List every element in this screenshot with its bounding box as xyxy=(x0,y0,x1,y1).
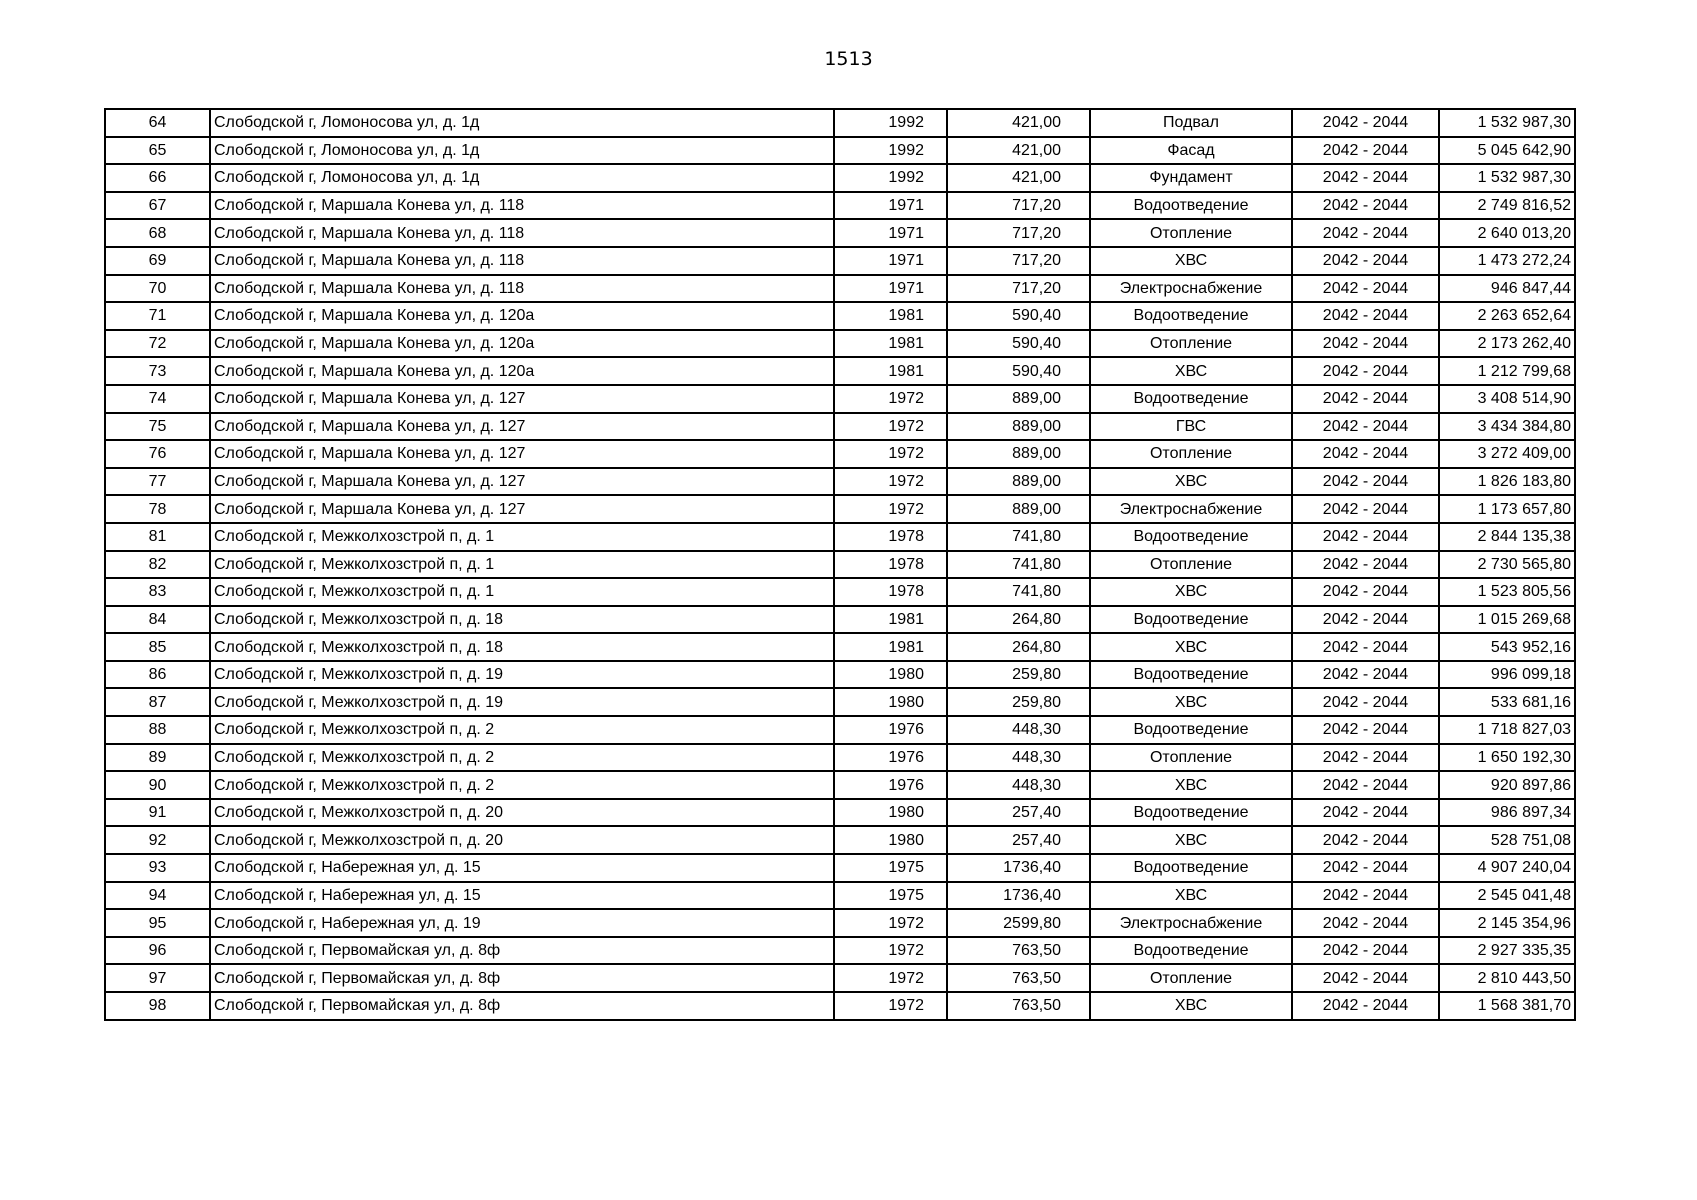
table-row xyxy=(105,495,1575,523)
table-row xyxy=(105,909,1575,937)
work-type-cell: ХВС xyxy=(1090,826,1292,854)
work-type-cell: Водоотведение xyxy=(1090,716,1292,744)
row-number-cell: 74 xyxy=(105,385,210,413)
cost-cell: 533 681,16 xyxy=(1439,688,1575,716)
area-cell: 259,80 xyxy=(947,688,1090,716)
work-type-cell: Электроснабжение xyxy=(1090,495,1292,523)
period-cell: 2042 - 2044 xyxy=(1292,219,1439,247)
cost-cell: 1 718 827,03 xyxy=(1439,716,1575,744)
table-row xyxy=(105,716,1575,744)
period-cell: 2042 - 2044 xyxy=(1292,247,1439,275)
cost-cell: 1 826 183,80 xyxy=(1439,468,1575,496)
period-cell: 2042 - 2044 xyxy=(1292,744,1439,772)
cost-cell: 996 099,18 xyxy=(1439,661,1575,689)
cost-cell: 986 897,34 xyxy=(1439,799,1575,827)
period-cell: 2042 - 2044 xyxy=(1292,606,1439,634)
year-built-cell: 1980 xyxy=(834,826,947,854)
address-cell: Слободской г, Маршала Конева ул, д. 118 xyxy=(210,247,834,275)
period-cell: 2042 - 2044 xyxy=(1292,799,1439,827)
area-cell: 889,00 xyxy=(947,468,1090,496)
row-number-cell: 98 xyxy=(105,992,210,1020)
area-cell: 1736,40 xyxy=(947,882,1090,910)
cost-cell: 543 952,16 xyxy=(1439,633,1575,661)
table-row xyxy=(105,882,1575,910)
row-number-cell: 76 xyxy=(105,440,210,468)
table-row xyxy=(105,688,1575,716)
year-built-cell: 1971 xyxy=(834,192,947,220)
cost-cell: 2 263 652,64 xyxy=(1439,302,1575,330)
work-type-cell: Отопление xyxy=(1090,551,1292,579)
year-built-cell: 1971 xyxy=(834,247,947,275)
table-row xyxy=(105,219,1575,247)
area-cell: 741,80 xyxy=(947,578,1090,606)
period-cell: 2042 - 2044 xyxy=(1292,468,1439,496)
year-built-cell: 1978 xyxy=(834,551,947,579)
work-type-cell: Водоотведение xyxy=(1090,385,1292,413)
row-number-cell: 88 xyxy=(105,716,210,744)
table-row xyxy=(105,551,1575,579)
period-cell: 2042 - 2044 xyxy=(1292,302,1439,330)
period-cell: 2042 - 2044 xyxy=(1292,109,1439,137)
period-cell: 2042 - 2044 xyxy=(1292,716,1439,744)
area-cell: 889,00 xyxy=(947,440,1090,468)
period-cell: 2042 - 2044 xyxy=(1292,137,1439,165)
row-number-cell: 81 xyxy=(105,523,210,551)
address-cell: Слободской г, Межколхозстрой п, д. 2 xyxy=(210,744,834,772)
table-row xyxy=(105,523,1575,551)
work-type-cell: Отопление xyxy=(1090,330,1292,358)
area-cell: 264,80 xyxy=(947,606,1090,634)
year-built-cell: 1976 xyxy=(834,744,947,772)
cost-cell: 1 650 192,30 xyxy=(1439,744,1575,772)
page-number: 1513 xyxy=(824,48,873,70)
address-cell: Слободской г, Межколхозстрой п, д. 1 xyxy=(210,578,834,606)
period-cell: 2042 - 2044 xyxy=(1292,440,1439,468)
cost-cell: 2 640 013,20 xyxy=(1439,219,1575,247)
row-number-cell: 94 xyxy=(105,882,210,910)
table-row xyxy=(105,633,1575,661)
cost-cell: 1 523 805,56 xyxy=(1439,578,1575,606)
work-type-cell: Отопление xyxy=(1090,219,1292,247)
address-cell: Слободской г, Первомайская ул, д. 8ф xyxy=(210,937,834,965)
work-type-cell: Водоотведение xyxy=(1090,192,1292,220)
address-cell: Слободской г, Маршала Конева ул, д. 120а xyxy=(210,302,834,330)
area-cell: 717,20 xyxy=(947,275,1090,303)
cost-cell: 1 212 799,68 xyxy=(1439,357,1575,385)
work-type-cell: ХВС xyxy=(1090,247,1292,275)
area-cell: 717,20 xyxy=(947,192,1090,220)
year-built-cell: 1980 xyxy=(834,661,947,689)
area-cell: 448,30 xyxy=(947,771,1090,799)
cost-cell: 2 927 335,35 xyxy=(1439,937,1575,965)
row-number-cell: 65 xyxy=(105,137,210,165)
year-built-cell: 1972 xyxy=(834,964,947,992)
cost-cell: 2 749 816,52 xyxy=(1439,192,1575,220)
table-row xyxy=(105,854,1575,882)
cost-cell: 1 568 381,70 xyxy=(1439,992,1575,1020)
address-cell: Слободской г, Межколхозстрой п, д. 19 xyxy=(210,661,834,689)
address-cell: Слободской г, Маршала Конева ул, д. 118 xyxy=(210,192,834,220)
table-row xyxy=(105,992,1575,1020)
table-row xyxy=(105,468,1575,496)
year-built-cell: 1981 xyxy=(834,302,947,330)
cost-cell: 5 045 642,90 xyxy=(1439,137,1575,165)
work-type-cell: Фасад xyxy=(1090,137,1292,165)
work-type-cell: ХВС xyxy=(1090,688,1292,716)
address-cell: Слободской г, Межколхозстрой п, д. 19 xyxy=(210,688,834,716)
period-cell: 2042 - 2044 xyxy=(1292,385,1439,413)
area-cell: 448,30 xyxy=(947,716,1090,744)
year-built-cell: 1972 xyxy=(834,385,947,413)
work-type-cell: ХВС xyxy=(1090,882,1292,910)
row-number-cell: 86 xyxy=(105,661,210,689)
period-cell: 2042 - 2044 xyxy=(1292,578,1439,606)
cost-cell: 2 545 041,48 xyxy=(1439,882,1575,910)
period-cell: 2042 - 2044 xyxy=(1292,909,1439,937)
area-cell: 2599,80 xyxy=(947,909,1090,937)
cost-cell: 946 847,44 xyxy=(1439,275,1575,303)
address-cell: Слободской г, Маршала Конева ул, д. 127 xyxy=(210,495,834,523)
period-cell: 2042 - 2044 xyxy=(1292,551,1439,579)
work-type-cell: ХВС xyxy=(1090,578,1292,606)
address-cell: Слободской г, Межколхозстрой п, д. 2 xyxy=(210,716,834,744)
table-row xyxy=(105,606,1575,634)
work-type-cell: Электроснабжение xyxy=(1090,275,1292,303)
year-built-cell: 1976 xyxy=(834,771,947,799)
table-row xyxy=(105,413,1575,441)
address-cell: Слободской г, Маршала Конева ул, д. 127 xyxy=(210,468,834,496)
year-built-cell: 1981 xyxy=(834,357,947,385)
work-type-cell: Отопление xyxy=(1090,440,1292,468)
area-cell: 717,20 xyxy=(947,219,1090,247)
year-built-cell: 1976 xyxy=(834,716,947,744)
address-cell: Слободской г, Ломоносова ул, д. 1д xyxy=(210,137,834,165)
row-number-cell: 84 xyxy=(105,606,210,634)
period-cell: 2042 - 2044 xyxy=(1292,495,1439,523)
year-built-cell: 1972 xyxy=(834,413,947,441)
area-cell: 264,80 xyxy=(947,633,1090,661)
cost-cell: 1 173 657,80 xyxy=(1439,495,1575,523)
row-number-cell: 92 xyxy=(105,826,210,854)
address-cell: Слободской г, Маршала Конева ул, д. 118 xyxy=(210,275,834,303)
period-cell: 2042 - 2044 xyxy=(1292,882,1439,910)
area-cell: 421,00 xyxy=(947,137,1090,165)
year-built-cell: 1980 xyxy=(834,688,947,716)
table-row xyxy=(105,385,1575,413)
row-number-cell: 64 xyxy=(105,109,210,137)
cost-cell: 3 434 384,80 xyxy=(1439,413,1575,441)
area-cell: 763,50 xyxy=(947,937,1090,965)
period-cell: 2042 - 2044 xyxy=(1292,964,1439,992)
work-type-cell: Водоотведение xyxy=(1090,937,1292,965)
row-number-cell: 71 xyxy=(105,302,210,330)
year-built-cell: 1971 xyxy=(834,219,947,247)
address-cell: Слободской г, Маршала Конева ул, д. 127 xyxy=(210,385,834,413)
address-cell: Слободской г, Набережная ул, д. 15 xyxy=(210,854,834,882)
period-cell: 2042 - 2044 xyxy=(1292,937,1439,965)
year-built-cell: 1972 xyxy=(834,909,947,937)
table-row xyxy=(105,109,1575,137)
area-cell: 421,00 xyxy=(947,164,1090,192)
area-cell: 741,80 xyxy=(947,523,1090,551)
period-cell: 2042 - 2044 xyxy=(1292,413,1439,441)
table-body xyxy=(105,109,1575,1020)
address-cell: Слободской г, Ломоносова ул, д. 1д xyxy=(210,109,834,137)
work-type-cell: ХВС xyxy=(1090,992,1292,1020)
area-cell: 448,30 xyxy=(947,744,1090,772)
area-cell: 257,40 xyxy=(947,799,1090,827)
table-row xyxy=(105,771,1575,799)
year-built-cell: 1972 xyxy=(834,440,947,468)
year-built-cell: 1981 xyxy=(834,606,947,634)
row-number-cell: 67 xyxy=(105,192,210,220)
area-cell: 590,40 xyxy=(947,302,1090,330)
year-built-cell: 1981 xyxy=(834,330,947,358)
work-type-cell: ХВС xyxy=(1090,771,1292,799)
cost-cell: 2 730 565,80 xyxy=(1439,551,1575,579)
area-cell: 741,80 xyxy=(947,551,1090,579)
row-number-cell: 72 xyxy=(105,330,210,358)
work-type-cell: Отопление xyxy=(1090,964,1292,992)
area-cell: 259,80 xyxy=(947,661,1090,689)
row-number-cell: 97 xyxy=(105,964,210,992)
period-cell: 2042 - 2044 xyxy=(1292,771,1439,799)
address-cell: Слободской г, Маршала Конева ул, д. 127 xyxy=(210,413,834,441)
work-type-cell: ХВС xyxy=(1090,468,1292,496)
year-built-cell: 1978 xyxy=(834,578,947,606)
row-number-cell: 85 xyxy=(105,633,210,661)
row-number-cell: 89 xyxy=(105,744,210,772)
row-number-cell: 69 xyxy=(105,247,210,275)
row-number-cell: 91 xyxy=(105,799,210,827)
area-cell: 717,20 xyxy=(947,247,1090,275)
table-row xyxy=(105,661,1575,689)
cost-cell: 920 897,86 xyxy=(1439,771,1575,799)
period-cell: 2042 - 2044 xyxy=(1292,523,1439,551)
area-cell: 590,40 xyxy=(947,330,1090,358)
cost-cell: 2 810 443,50 xyxy=(1439,964,1575,992)
year-built-cell: 1992 xyxy=(834,109,947,137)
row-number-cell: 73 xyxy=(105,357,210,385)
year-built-cell: 1972 xyxy=(834,495,947,523)
row-number-cell: 93 xyxy=(105,854,210,882)
period-cell: 2042 - 2044 xyxy=(1292,357,1439,385)
row-number-cell: 82 xyxy=(105,551,210,579)
address-cell: Слободской г, Набережная ул, д. 15 xyxy=(210,882,834,910)
area-cell: 889,00 xyxy=(947,413,1090,441)
area-cell: 763,50 xyxy=(947,964,1090,992)
address-cell: Слободской г, Первомайская ул, д. 8ф xyxy=(210,992,834,1020)
row-number-cell: 66 xyxy=(105,164,210,192)
table-row xyxy=(105,937,1575,965)
address-cell: Слободской г, Первомайская ул, д. 8ф xyxy=(210,964,834,992)
repair-schedule-table xyxy=(104,108,1576,1021)
table-row xyxy=(105,302,1575,330)
address-cell: Слободской г, Межколхозстрой п, д. 1 xyxy=(210,551,834,579)
year-built-cell: 1981 xyxy=(834,633,947,661)
year-built-cell: 1978 xyxy=(834,523,947,551)
work-type-cell: Водоотведение xyxy=(1090,606,1292,634)
table-row xyxy=(105,357,1575,385)
cost-cell: 2 844 135,38 xyxy=(1439,523,1575,551)
cost-cell: 1 473 272,24 xyxy=(1439,247,1575,275)
work-type-cell: Водоотведение xyxy=(1090,523,1292,551)
row-number-cell: 83 xyxy=(105,578,210,606)
period-cell: 2042 - 2044 xyxy=(1292,633,1439,661)
work-type-cell: Фундамент xyxy=(1090,164,1292,192)
area-cell: 590,40 xyxy=(947,357,1090,385)
table-row xyxy=(105,578,1575,606)
year-built-cell: 1972 xyxy=(834,937,947,965)
period-cell: 2042 - 2044 xyxy=(1292,854,1439,882)
row-number-cell: 75 xyxy=(105,413,210,441)
year-built-cell: 1972 xyxy=(834,468,947,496)
address-cell: Слободской г, Межколхозстрой п, д. 18 xyxy=(210,633,834,661)
address-cell: Слободской г, Межколхозстрой п, д. 2 xyxy=(210,771,834,799)
table-row xyxy=(105,964,1575,992)
table-row xyxy=(105,744,1575,772)
work-type-cell: Водоотведение xyxy=(1090,799,1292,827)
address-cell: Слободской г, Маршала Конева ул, д. 120а xyxy=(210,330,834,358)
cost-cell: 3 408 514,90 xyxy=(1439,385,1575,413)
address-cell: Слободской г, Маршала Конева ул, д. 127 xyxy=(210,440,834,468)
address-cell: Слободской г, Маршала Конева ул, д. 118 xyxy=(210,219,834,247)
period-cell: 2042 - 2044 xyxy=(1292,826,1439,854)
address-cell: Слободской г, Межколхозстрой п, д. 18 xyxy=(210,606,834,634)
row-number-cell: 96 xyxy=(105,937,210,965)
cost-cell: 1 532 987,30 xyxy=(1439,164,1575,192)
table-row xyxy=(105,799,1575,827)
area-cell: 257,40 xyxy=(947,826,1090,854)
year-built-cell: 1972 xyxy=(834,992,947,1020)
area-cell: 889,00 xyxy=(947,385,1090,413)
row-number-cell: 78 xyxy=(105,495,210,523)
cost-cell: 3 272 409,00 xyxy=(1439,440,1575,468)
table-row xyxy=(105,330,1575,358)
work-type-cell: ГВС xyxy=(1090,413,1292,441)
area-cell: 889,00 xyxy=(947,495,1090,523)
cost-cell: 528 751,08 xyxy=(1439,826,1575,854)
area-cell: 1736,40 xyxy=(947,854,1090,882)
work-type-cell: Отопление xyxy=(1090,744,1292,772)
work-type-cell: ХВС xyxy=(1090,357,1292,385)
year-built-cell: 1975 xyxy=(834,882,947,910)
row-number-cell: 70 xyxy=(105,275,210,303)
table-row xyxy=(105,164,1575,192)
period-cell: 2042 - 2044 xyxy=(1292,688,1439,716)
table-row xyxy=(105,826,1575,854)
cost-cell: 1 015 269,68 xyxy=(1439,606,1575,634)
period-cell: 2042 - 2044 xyxy=(1292,164,1439,192)
address-cell: Слободской г, Набережная ул, д. 19 xyxy=(210,909,834,937)
work-type-cell: Водоотведение xyxy=(1090,854,1292,882)
work-type-cell: ХВС xyxy=(1090,633,1292,661)
year-built-cell: 1971 xyxy=(834,275,947,303)
address-cell: Слободской г, Межколхозстрой п, д. 20 xyxy=(210,799,834,827)
area-cell: 421,00 xyxy=(947,109,1090,137)
work-type-cell: Подвал xyxy=(1090,109,1292,137)
row-number-cell: 77 xyxy=(105,468,210,496)
row-number-cell: 95 xyxy=(105,909,210,937)
address-cell: Слободской г, Маршала Конева ул, д. 120а xyxy=(210,357,834,385)
year-built-cell: 1975 xyxy=(834,854,947,882)
cost-cell: 1 532 987,30 xyxy=(1439,109,1575,137)
table-row xyxy=(105,247,1575,275)
work-type-cell: Электроснабжение xyxy=(1090,909,1292,937)
period-cell: 2042 - 2044 xyxy=(1292,661,1439,689)
address-cell: Слободской г, Межколхозстрой п, д. 1 xyxy=(210,523,834,551)
row-number-cell: 90 xyxy=(105,771,210,799)
table-row xyxy=(105,275,1575,303)
row-number-cell: 87 xyxy=(105,688,210,716)
address-cell: Слободской г, Ломоносова ул, д. 1д xyxy=(210,164,834,192)
table-row xyxy=(105,137,1575,165)
year-built-cell: 1980 xyxy=(834,799,947,827)
cost-cell: 2 145 354,96 xyxy=(1439,909,1575,937)
table-row xyxy=(105,192,1575,220)
address-cell: Слободской г, Межколхозстрой п, д. 20 xyxy=(210,826,834,854)
table-row xyxy=(105,440,1575,468)
year-built-cell: 1992 xyxy=(834,164,947,192)
work-type-cell: Водоотведение xyxy=(1090,661,1292,689)
period-cell: 2042 - 2044 xyxy=(1292,275,1439,303)
work-type-cell: Водоотведение xyxy=(1090,302,1292,330)
area-cell: 763,50 xyxy=(947,992,1090,1020)
row-number-cell: 68 xyxy=(105,219,210,247)
period-cell: 2042 - 2044 xyxy=(1292,992,1439,1020)
period-cell: 2042 - 2044 xyxy=(1292,192,1439,220)
period-cell: 2042 - 2044 xyxy=(1292,330,1439,358)
year-built-cell: 1992 xyxy=(834,137,947,165)
cost-cell: 4 907 240,04 xyxy=(1439,854,1575,882)
cost-cell: 2 173 262,40 xyxy=(1439,330,1575,358)
